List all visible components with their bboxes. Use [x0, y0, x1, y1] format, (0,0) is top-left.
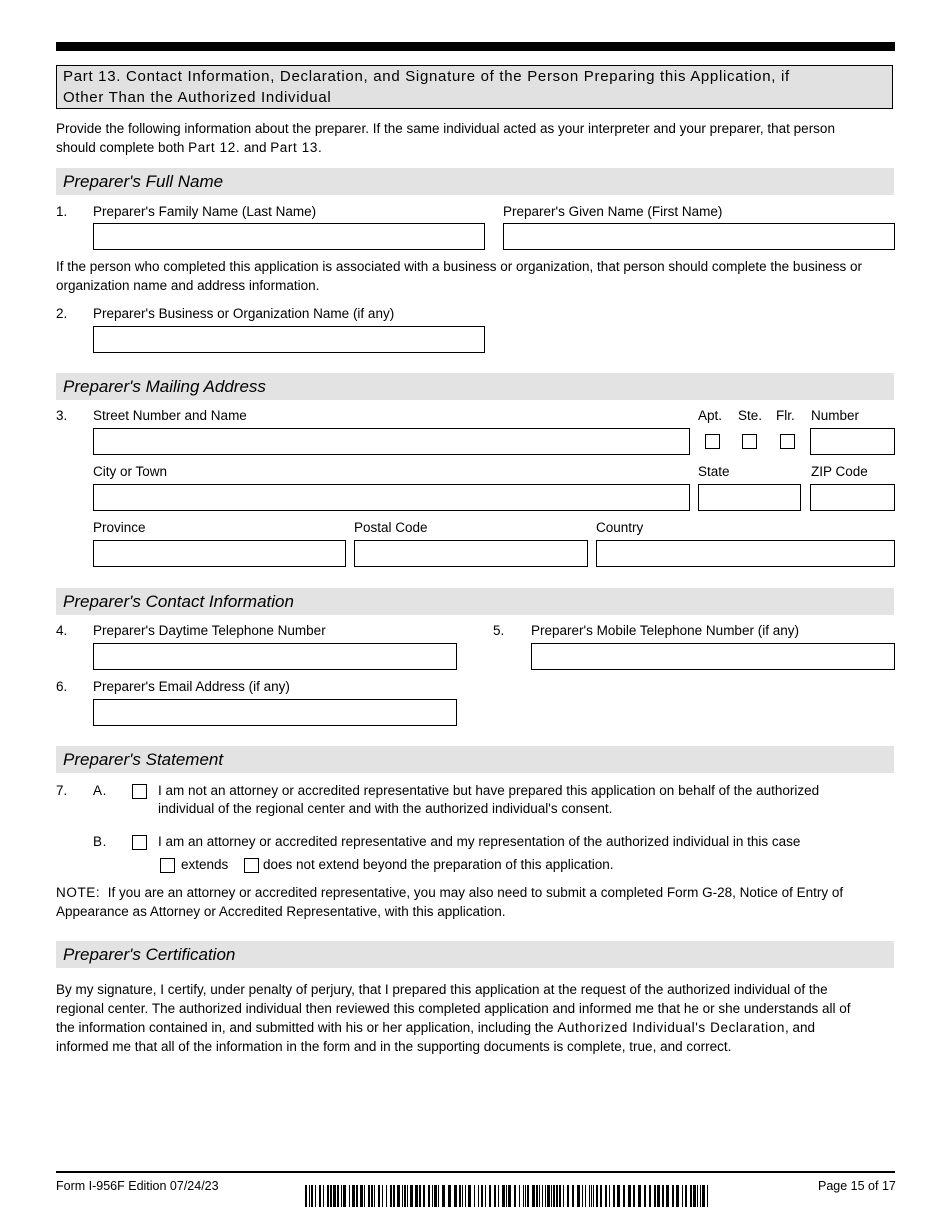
- option-a-line1: I am not an attorney or accredited representative but have prepared this application on behalf of the authorized: [158, 783, 820, 798]
- barcode-bar: [527, 1185, 529, 1207]
- postal-code-input[interactable]: [354, 540, 588, 567]
- barcode-bar: [415, 1185, 418, 1207]
- barcode-bar: [474, 1185, 475, 1207]
- barcode-bar: [341, 1185, 342, 1207]
- barcode-bar: [582, 1185, 583, 1207]
- barcode-bar: [605, 1185, 607, 1207]
- item-3-number: 3.: [56, 408, 68, 423]
- province-label: Province: [93, 520, 146, 535]
- postal-label: Postal Code: [354, 520, 428, 535]
- barcode-bar: [432, 1185, 433, 1207]
- note-label: NOTE:: [56, 885, 101, 900]
- city-input[interactable]: [93, 484, 690, 511]
- barcode-bar: [442, 1185, 445, 1207]
- barcode-bar: [368, 1185, 370, 1207]
- barcode-bar: [494, 1185, 496, 1207]
- item-2-number: 2.: [56, 306, 68, 321]
- street-label: Street Number and Name: [93, 408, 247, 423]
- barcode-bar: [386, 1185, 387, 1207]
- barcode-bar: [593, 1185, 594, 1207]
- extends-checkbox[interactable]: [160, 858, 175, 873]
- barcode-bar: [700, 1185, 701, 1207]
- state-select[interactable]: [698, 484, 801, 511]
- option-b-letter: B.: [93, 834, 107, 849]
- barcode-bar: [506, 1185, 507, 1207]
- email-input[interactable]: [93, 699, 457, 726]
- barcode-bar: [556, 1185, 558, 1207]
- barcode-bar: [697, 1185, 698, 1207]
- barcode-bar: [397, 1185, 400, 1207]
- barcode-bar: [434, 1185, 437, 1207]
- barcode-bar: [525, 1185, 526, 1207]
- province-input[interactable]: [93, 540, 346, 567]
- barcode-bar: [654, 1185, 656, 1207]
- part12-ref: Part 12.: [188, 140, 241, 155]
- barcode-bar: [690, 1185, 692, 1207]
- barcode-bar: [390, 1185, 392, 1207]
- barcode-bar: [702, 1185, 705, 1207]
- barcode-bar: [343, 1185, 346, 1207]
- item-1-number: 1.: [56, 204, 68, 219]
- barcode-bar: [532, 1185, 535, 1207]
- barcode-bar: [468, 1185, 471, 1207]
- barcode-bar: [553, 1185, 555, 1207]
- option-b-line1: I am an attorney or accredited representative and my representation of the authorized individual in this case: [158, 834, 801, 849]
- barcode-bar: [585, 1185, 586, 1207]
- city-label: City or Town: [93, 464, 168, 479]
- barcode-bar: [309, 1185, 310, 1207]
- barcode-bar: [547, 1185, 550, 1207]
- barcode-bar: [676, 1185, 679, 1207]
- barcode-bar: [536, 1185, 538, 1207]
- business-note-line2: organization name and address information.: [56, 278, 320, 293]
- barcode-bar: [633, 1185, 635, 1207]
- barcode-bar: [589, 1185, 590, 1207]
- street-input[interactable]: [93, 428, 690, 455]
- barcode-bar: [649, 1185, 651, 1207]
- daytime-phone-label: Preparer's Daytime Telephone Number: [93, 623, 326, 638]
- option-b-checkbox[interactable]: [132, 835, 147, 850]
- footer-rule: [56, 1171, 895, 1173]
- family-name-label: Preparer's Family Name (Last Name): [93, 204, 317, 219]
- mobile-phone-input[interactable]: [531, 643, 895, 670]
- barcode-bar: [323, 1185, 324, 1207]
- certification-line2: regional center. The authorized individual then reviewed this completed application and informed me that he or she understands all of: [56, 1001, 851, 1016]
- barcode-bar: [438, 1185, 439, 1207]
- barcode-bar: [609, 1185, 610, 1207]
- barcode: [305, 1185, 713, 1207]
- page-number: Page 15 of 17: [818, 1179, 896, 1193]
- barcode-bar: [402, 1185, 403, 1207]
- note-line2: Appearance as Attorney or Accredited Representative, with this application.: [56, 904, 506, 919]
- section-mailing-address: Preparer's Mailing Address: [56, 373, 894, 400]
- barcode-bar: [462, 1185, 463, 1207]
- barcode-bar: [465, 1185, 466, 1207]
- part-13-header: [56, 65, 893, 109]
- ste-label: Ste.: [738, 408, 763, 423]
- barcode-bar: [485, 1185, 486, 1207]
- barcode-bar: [419, 1185, 421, 1207]
- flr-label: Flr.: [776, 408, 795, 423]
- item-5-number: 5.: [493, 623, 505, 638]
- barcode-bar: [311, 1185, 313, 1207]
- barcode-bar: [514, 1185, 516, 1207]
- barcode-bar: [628, 1185, 631, 1207]
- barcode-bar: [657, 1185, 660, 1207]
- option-a-letter: A.: [93, 783, 107, 798]
- barcode-bar: [596, 1185, 598, 1207]
- given-name-input[interactable]: [503, 223, 895, 250]
- barcode-bar: [662, 1185, 664, 1207]
- barcode-bar: [393, 1185, 395, 1207]
- section-statement: Preparer's Statement: [56, 746, 894, 773]
- country-input[interactable]: [596, 540, 895, 567]
- barcode-bar: [459, 1185, 461, 1207]
- section-certification: Preparer's Certification: [56, 941, 894, 968]
- barcode-bar: [672, 1185, 674, 1207]
- business-name-input[interactable]: [93, 326, 485, 353]
- barcode-bar: [682, 1185, 683, 1207]
- country-label: Country: [596, 520, 644, 535]
- barcode-bar: [523, 1185, 524, 1207]
- barcode-bar: [330, 1185, 332, 1207]
- certification-line4: informed me that all of the information in the form and in the supporting documents is complete, true, and correct.: [56, 1039, 732, 1054]
- barcode-bar: [666, 1185, 669, 1207]
- barcode-bar: [498, 1185, 499, 1207]
- barcode-bar: [563, 1185, 564, 1207]
- barcode-bar: [407, 1185, 408, 1207]
- barcode-bar: [352, 1185, 355, 1207]
- number-label: Number: [811, 408, 860, 423]
- form-edition: Form I-956F Edition 07/24/23: [56, 1179, 219, 1193]
- apt-checkbox[interactable]: [705, 434, 720, 449]
- barcode-bar: [502, 1185, 505, 1207]
- barcode-bar: [404, 1185, 406, 1207]
- mobile-phone-label: Preparer's Mobile Telephone Number (if any): [531, 623, 799, 638]
- barcode-bar: [613, 1185, 615, 1207]
- barcode-bar: [567, 1185, 569, 1207]
- item-4-number: 4.: [56, 623, 68, 638]
- section-contact-info: Preparer's Contact Information: [56, 588, 894, 615]
- barcode-bar: [551, 1185, 552, 1207]
- intro-line1: Provide the following information about the preparer. If the same individual acted as your interpreter and your preparer, that person: [56, 121, 835, 136]
- barcode-bar: [319, 1185, 321, 1207]
- barcode-bar: [707, 1185, 708, 1207]
- barcode-graphic: [305, 1185, 713, 1207]
- barcode-bar: [481, 1185, 483, 1207]
- intro-line2: should complete both Part 12. and Part 13.: [56, 140, 322, 155]
- barcode-bar: [508, 1185, 511, 1207]
- barcode-bar: [305, 1185, 307, 1207]
- state-label: State: [698, 464, 730, 479]
- zip-input[interactable]: [810, 484, 895, 511]
- item-7-number: 7.: [56, 783, 68, 798]
- barcode-bar: [356, 1185, 358, 1207]
- barcode-bar: [378, 1185, 380, 1207]
- barcode-bar: [454, 1185, 457, 1207]
- barcode-bar: [337, 1185, 339, 1207]
- barcode-bar: [685, 1185, 687, 1207]
- ste-checkbox[interactable]: [742, 434, 757, 449]
- barcode-bar: [572, 1185, 574, 1207]
- top-rule: [56, 42, 895, 51]
- barcode-bar: [591, 1185, 592, 1207]
- business-note-line1: If the person who completed this application is associated with a business or organization, that person should complete the business or: [56, 259, 862, 274]
- part-header-line2: Other Than the Authorized Individual: [63, 89, 332, 106]
- barcode-bar: [545, 1185, 546, 1207]
- barcode-bar: [478, 1185, 479, 1207]
- barcode-bar: [333, 1185, 336, 1207]
- barcode-bar: [349, 1185, 350, 1207]
- extends-label: extends: [181, 857, 229, 872]
- barcode-bar: [327, 1185, 329, 1207]
- daytime-phone-input[interactable]: [93, 643, 457, 670]
- option-a-checkbox[interactable]: [132, 784, 147, 799]
- apt-label: Apt.: [698, 408, 723, 423]
- barcode-bar: [428, 1185, 430, 1207]
- barcode-bar: [577, 1185, 580, 1207]
- barcode-bar: [423, 1185, 425, 1207]
- barcode-bar: [489, 1185, 491, 1207]
- not-extend-label: does not extend beyond the preparation of this application.: [263, 857, 614, 872]
- barcode-bar: [374, 1185, 375, 1207]
- item-6-number: 6.: [56, 679, 68, 694]
- certification-line3: the information contained in, and submitted with his or her application, including the Authorized Individual's Declaration, and: [56, 1020, 816, 1035]
- barcode-bar: [371, 1185, 373, 1207]
- part13-ref: Part 13: [270, 140, 318, 155]
- barcode-bar: [410, 1185, 413, 1207]
- apt-number-input[interactable]: [810, 428, 895, 455]
- given-name-label: Preparer's Given Name (First Name): [503, 204, 723, 219]
- email-label: Preparer's Email Address (if any): [93, 679, 290, 694]
- part-header-line1: Part 13. Contact Information, Declaration, and Signature of the Person Preparing this Application, if: [63, 68, 790, 85]
- barcode-bar: [638, 1185, 641, 1207]
- zip-label: ZIP Code: [811, 464, 868, 479]
- certification-line1: By my signature, I certify, under penalty of perjury, that I prepared this application at the request of the authorized individual of the: [56, 982, 828, 997]
- barcode-bar: [519, 1185, 520, 1207]
- barcode-bar: [644, 1185, 646, 1207]
- barcode-bar: [360, 1185, 363, 1207]
- note-line1: NOTE: If you are an attorney or accredited representative, you may also need to submit a completed Form G-28, Notice of Entry of: [56, 885, 844, 900]
- barcode-bar: [559, 1185, 561, 1207]
- not-extend-checkbox[interactable]: [244, 858, 259, 873]
- barcode-bar: [382, 1185, 383, 1207]
- barcode-bar: [600, 1185, 602, 1207]
- option-a-line2: individual of the regional center and with the authorized individual's consent.: [158, 801, 613, 816]
- flr-checkbox[interactable]: [780, 434, 795, 449]
- barcode-bar: [448, 1185, 451, 1207]
- barcode-bar: [315, 1185, 316, 1207]
- barcode-bar: [617, 1185, 620, 1207]
- business-name-label: Preparer's Business or Organization Name (if any): [93, 306, 395, 321]
- barcode-bar: [364, 1185, 365, 1207]
- barcode-bar: [539, 1185, 540, 1207]
- section-full-name: Preparer's Full Name: [56, 168, 894, 195]
- family-name-input[interactable]: [93, 223, 485, 250]
- barcode-bar: [542, 1185, 543, 1207]
- barcode-bar: [693, 1185, 696, 1207]
- barcode-bar: [623, 1185, 625, 1207]
- declaration-ref: Authorized Individual's Declaration: [557, 1020, 786, 1035]
